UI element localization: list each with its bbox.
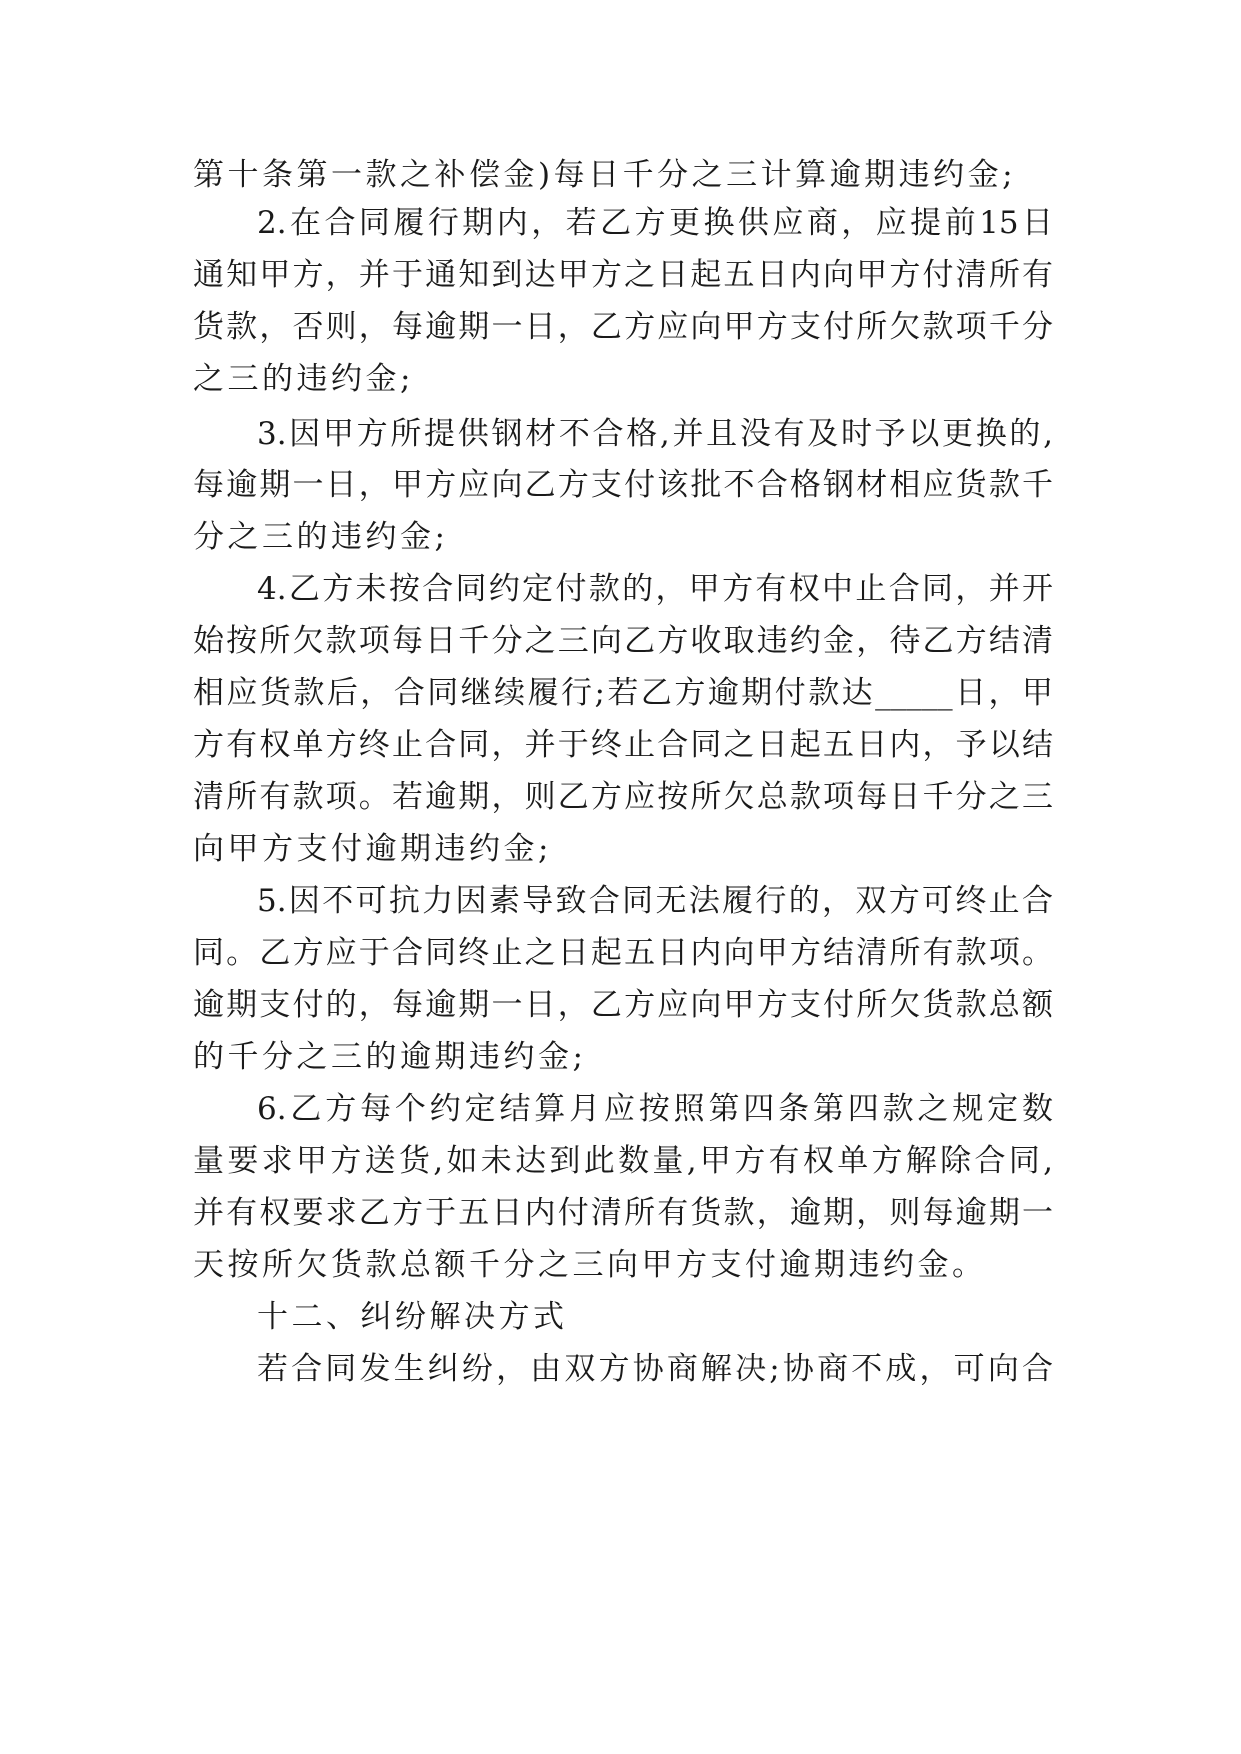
text-line: 通知甲方，并于通知到达甲方之日起五日内向甲方付清所有 <box>193 257 1053 293</box>
text-line: 清所有款项。若逾期，则乙方应按所欠总款项每日千分之三 <box>193 779 1053 815</box>
text-line: 向甲方支付逾期违约金; <box>193 831 552 867</box>
text-line: 2.在合同履行期内，若乙方更换供应商，应提前15日 <box>257 205 1053 241</box>
text-line: 6.乙方每个约定结算月应按照第四条第四款之规定数 <box>257 1091 1053 1127</box>
text-line: 3.因甲方所提供钢材不合格,并且没有及时予以更换的, <box>257 416 1053 452</box>
text-line: 天按所欠货款总额千分之三向甲方支付逾期违约金。 <box>193 1247 987 1283</box>
text-line: 5.因不可抗力因素导致合同无法履行的，双方可终止合 <box>257 883 1053 919</box>
text-line: 始按所欠款项每日千分之三向乙方收取违约金，待乙方结清 <box>193 623 1053 659</box>
text-line: 每逾期一日，甲方应向乙方支付该批不合格钢材相应货款千 <box>193 467 1053 503</box>
text-line: 的千分之三的逾期违约金; <box>193 1039 587 1075</box>
text-line: 若合同发生纠纷，由双方协商解决;协商不成，可向合 <box>257 1351 1053 1387</box>
text-line: 相应货款后，合同继续履行;若乙方逾期付款达_____日，甲 <box>193 675 1053 711</box>
text-line: 同。乙方应于合同终止之日起五日内向甲方结清所有款项。 <box>193 935 1053 971</box>
text-line: 货款，否则，每逾期一日，乙方应向甲方支付所欠款项千分 <box>193 309 1053 345</box>
text-line: 量要求甲方送货,如未达到此数量,甲方有权单方解除合同, <box>193 1143 1053 1179</box>
text-line: 分之三的违约金; <box>193 519 449 555</box>
text-line: 第十条第一款之补偿金)每日千分之三计算逾期违约金; <box>193 157 1017 193</box>
text-line: 4.乙方未按合同约定付款的，甲方有权中止合同，并开 <box>257 571 1053 607</box>
text-line: 并有权要求乙方于五日内付清所有货款，逾期，则每逾期一 <box>193 1195 1053 1231</box>
text-line: 方有权单方终止合同，并于终止合同之日起五日内，予以结 <box>193 727 1053 763</box>
text-line: 逾期支付的，每逾期一日，乙方应向甲方支付所欠货款总额 <box>193 987 1053 1023</box>
text-line: 之三的违约金; <box>193 361 414 397</box>
section-heading: 十二、纠纷解决方式 <box>257 1299 568 1335</box>
